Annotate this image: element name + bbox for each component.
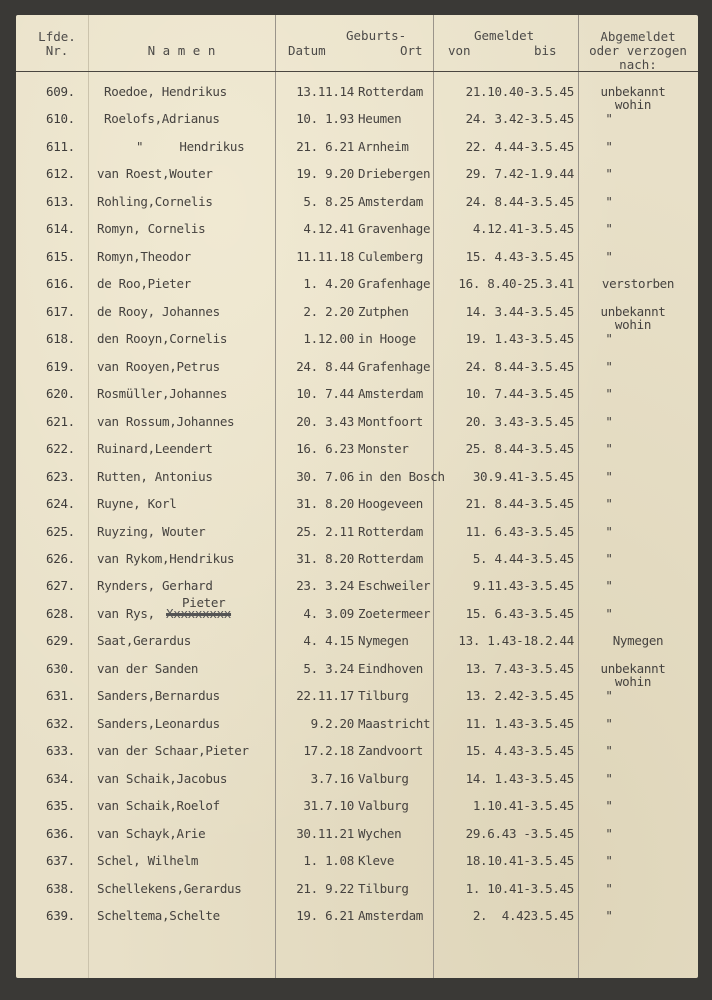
row-birth-date: 11.11.18	[296, 248, 354, 264]
row-registered: 29. 7.42-1.9.44	[465, 166, 574, 182]
row-birth-place: Gravenhage	[358, 221, 431, 237]
row-birth-date: 1. 1.08	[303, 853, 354, 869]
row-birth-date: 4. 3.09	[303, 605, 354, 621]
row-birth-place: Nymegen	[358, 633, 409, 649]
row-birth-place: in den Bosch	[358, 468, 445, 484]
row-number: 613.	[46, 193, 75, 209]
row-deregistered: verstorben	[601, 276, 675, 292]
row-registered: 24. 3.42-3.5.45	[465, 111, 574, 127]
row-birth-date: 19. 9.20	[296, 166, 354, 182]
row-birth-date: 3.7.16	[310, 770, 354, 786]
row-birth-place: in Hooge	[358, 331, 416, 347]
row-deregistered: "	[605, 908, 613, 924]
row-registered: 11. 1.43-3.5.45	[465, 715, 574, 731]
column-divider-name	[275, 15, 276, 978]
row-registered: 15. 4.43-3.5.45	[465, 248, 574, 264]
row-number: 626.	[46, 550, 75, 566]
row-number: 629.	[46, 633, 75, 649]
row-name: Rutten, Antonius	[97, 468, 213, 484]
header-gemeldet: Gemeldet	[474, 28, 535, 43]
row-number: 632.	[46, 715, 75, 731]
row-registered: 21.10.40-3.5.45	[465, 84, 574, 99]
row-deregistered: unbekannt wohin	[600, 303, 666, 332]
row-name: Romyn,Theodor	[97, 248, 191, 264]
header-lfd-nr: Lfde. Nr.	[38, 29, 76, 58]
row-birth-place: Zandvoort	[358, 743, 424, 759]
row-deregistered: "	[605, 386, 613, 402]
row-birth-date: 9.2.20	[310, 715, 354, 731]
row-birth-place: Rotterdam	[358, 523, 424, 539]
row-number: 611.	[46, 138, 75, 154]
row-number: 609.	[46, 84, 75, 99]
row-birth-place: Tilburg	[358, 688, 409, 704]
row-number: 614.	[46, 221, 75, 237]
row-birth-place: Driebergen	[358, 166, 431, 182]
row-number: 610.	[46, 111, 75, 127]
row-deregistered: "	[605, 221, 613, 237]
row-number: 627.	[46, 578, 75, 594]
row-name: " Hendrikus	[136, 138, 245, 154]
row-birth-place: Heumen	[358, 111, 402, 127]
header-datum: Datum	[288, 43, 326, 58]
row-birth-date: 19. 6.21	[296, 908, 354, 924]
row-name-struck: Xxxxxxxxx	[166, 605, 232, 621]
row-registered: 13. 1.43-18.2.44	[458, 633, 574, 649]
row-birth-place: Zoetermeer	[358, 605, 431, 621]
row-registered: 15. 6.43-3.5.45	[465, 605, 574, 621]
row-deregistered: "	[605, 880, 613, 896]
row-deregistered: "	[605, 331, 613, 347]
header-namen: N a m e n	[147, 43, 216, 58]
row-name: Sanders,Bernardus	[97, 688, 220, 704]
row-birth-date: 23. 3.24	[296, 578, 354, 594]
row-number: 624.	[46, 496, 75, 512]
row-number: 621.	[46, 413, 75, 429]
row-birth-date: 4.12.41	[303, 221, 354, 237]
row-number: 615.	[46, 248, 75, 264]
row-name: van Rooyen,Petrus	[97, 358, 220, 374]
row-registered: 16. 8.40-25.3.41	[458, 276, 574, 292]
row-name: van Schayk,Arie	[97, 825, 206, 841]
row-deregistered: "	[605, 193, 613, 209]
row-name: Saat,Gerardus	[97, 633, 191, 649]
row-number: 617.	[46, 303, 75, 319]
row-birth-place: Eindhoven	[358, 660, 424, 676]
row-deregistered: "	[605, 688, 613, 704]
row-name: van Rys,	[97, 605, 155, 621]
row-birth-place: Amsterdam	[358, 908, 424, 924]
row-registered: 14. 3.44-3.5.45	[465, 303, 574, 319]
row-registered: 22. 4.44-3.5.45	[465, 138, 574, 154]
column-divider-ort	[433, 15, 434, 978]
column-divider-nr	[88, 15, 89, 978]
row-deregistered: "	[605, 413, 613, 429]
row-birth-date: 16. 6.23	[296, 441, 354, 457]
row-number: 628.	[46, 605, 75, 621]
row-birth-place: Kleve	[358, 853, 395, 869]
row-name: Rynders, Gerhard	[97, 578, 213, 594]
row-registered: 29.6.43 -3.5.45	[465, 825, 574, 841]
row-registered: 30.9.41-3.5.45	[472, 468, 574, 484]
row-number: 636.	[46, 825, 75, 841]
row-birth-place: Maastricht	[358, 715, 431, 731]
row-deregistered: "	[605, 853, 613, 869]
row-deregistered: "	[605, 770, 613, 786]
row-deregistered: "	[605, 248, 613, 264]
row-registered: 1.10.41-3.5.45	[472, 798, 574, 814]
row-number: 612.	[46, 166, 75, 182]
row-number: 616.	[46, 276, 75, 292]
row-name: Rosmüller,Johannes	[97, 386, 228, 402]
row-number: 635.	[46, 798, 75, 814]
row-registered: 20. 3.43-3.5.45	[465, 413, 574, 429]
row-birth-date: 24. 8.44	[296, 358, 354, 374]
row-name: van der Sanden	[97, 660, 199, 676]
row-birth-place: Wychen	[358, 825, 402, 841]
row-number: 619.	[46, 358, 75, 374]
row-name: Roelofs,Adrianus	[104, 111, 220, 127]
row-deregistered: "	[605, 605, 613, 621]
row-deregistered: "	[605, 743, 613, 759]
row-registered: 4.12.41-3.5.45	[472, 221, 574, 237]
row-name: Ruinard,Leendert	[97, 441, 213, 457]
row-registered: 14. 1.43-3.5.45	[465, 770, 574, 786]
row-deregistered: "	[605, 441, 613, 457]
row-birth-place: Culemberg	[358, 248, 424, 264]
row-birth-date: 22.11.17	[296, 688, 354, 704]
row-deregistered: "	[605, 468, 613, 484]
row-birth-place: Rotterdam	[358, 550, 424, 566]
row-registered: 13. 7.43-3.5.45	[465, 660, 574, 676]
row-number: 639.	[46, 908, 75, 924]
row-name: Scheltema,Schelte	[97, 908, 220, 924]
row-number: 631.	[46, 688, 75, 704]
row-registered: 15. 4.43-3.5.45	[465, 743, 574, 759]
row-number: 625.	[46, 523, 75, 539]
row-deregistered: Nymegen	[612, 633, 664, 649]
row-name: Rohling,Cornelis	[97, 193, 213, 209]
row-deregistered: "	[605, 715, 613, 731]
row-birth-date: 1.12.00	[303, 331, 354, 347]
row-name: van Schaik,Roelof	[97, 798, 220, 814]
row-name: van der Schaar,Pieter	[97, 743, 249, 759]
row-number: 638.	[46, 880, 75, 896]
row-number: 630.	[46, 660, 75, 676]
header-abgemeldet: Abgemeldet oder verzogen nach:	[589, 29, 687, 72]
row-birth-date: 5. 8.25	[303, 193, 354, 209]
row-birth-place: Rotterdam	[358, 84, 424, 99]
row-birth-place: Zutphen	[358, 303, 409, 319]
row-deregistered: "	[605, 550, 613, 566]
row-birth-date: 20. 3.43	[296, 413, 354, 429]
row-birth-date: 2. 2.20	[303, 303, 354, 319]
row-name: Sanders,Leonardus	[97, 715, 220, 731]
row-deregistered: unbekannt wohin	[600, 84, 666, 112]
row-registered: 9.11.43-3.5.45	[472, 578, 574, 594]
row-registered: 19. 1.43-3.5.45	[465, 331, 574, 347]
row-birth-place: Eschweiler	[358, 578, 431, 594]
row-number: 623.	[46, 468, 75, 484]
row-birth-date: 4. 4.15	[303, 633, 354, 649]
row-birth-date: 5. 3.24	[303, 660, 354, 676]
row-name-insert: Pieter	[182, 594, 226, 610]
row-name: van Schaik,Jacobus	[97, 770, 228, 786]
row-deregistered: unbekannt wohin	[600, 660, 666, 689]
row-birth-place: Valburg	[358, 770, 409, 786]
row-number: 620.	[46, 386, 75, 402]
registry-card	[16, 15, 698, 978]
row-deregistered: "	[605, 825, 613, 841]
row-name: Romyn, Cornelis	[97, 221, 206, 237]
row-birth-place: Hoogeveen	[358, 496, 424, 512]
row-registered: 1. 10.41-3.5.45	[465, 880, 574, 896]
row-number: 633.	[46, 743, 75, 759]
row-deregistered: "	[605, 166, 613, 182]
row-birth-date: 31.7.10	[303, 798, 354, 814]
row-name: Ruyzing, Wouter	[97, 523, 206, 539]
row-name: den Rooyn,Cornelis	[97, 331, 228, 347]
row-birth-date: 31. 8.20	[296, 496, 354, 512]
row-registered: 5. 4.44-3.5.45	[472, 550, 574, 566]
row-birth-place: Grafenhage	[358, 276, 431, 292]
row-deregistered: "	[605, 578, 613, 594]
row-birth-date: 1. 4.20	[303, 276, 354, 292]
row-registered: 18.10.41-3.5.45	[465, 853, 574, 869]
row-number: 637.	[46, 853, 75, 869]
row-registered: 2. 4.423.5.45	[472, 908, 574, 924]
row-birth-date: 25. 2.11	[296, 523, 354, 539]
row-registered: 25. 8.44-3.5.45	[465, 441, 574, 457]
row-registered: 13. 2.42-3.5.45	[465, 688, 574, 704]
row-registered: 11. 6.43-3.5.45	[465, 523, 574, 539]
row-deregistered: "	[605, 798, 613, 814]
row-birth-date: 10. 7.44	[296, 386, 354, 402]
row-name: van Roest,Wouter	[97, 166, 213, 182]
header-von: von	[448, 43, 471, 58]
row-birth-date: 21. 6.21	[296, 138, 354, 154]
row-birth-date: 30. 7.06	[296, 468, 354, 484]
row-registered: 21. 8.44-3.5.45	[465, 496, 574, 512]
row-birth-place: Grafenhage	[358, 358, 431, 374]
row-name: de Roo,Pieter	[97, 276, 191, 292]
row-birth-date: 17.2.18	[303, 743, 354, 759]
row-number: 622.	[46, 441, 75, 457]
header-ort: Ort	[400, 43, 423, 58]
row-birth-place: Amsterdam	[358, 386, 424, 402]
row-name: Schellekens,Gerardus	[97, 880, 242, 896]
row-deregistered: "	[605, 358, 613, 374]
row-birth-place: Monster	[358, 441, 409, 457]
row-registered: 24. 8.44-3.5.45	[465, 358, 574, 374]
row-birth-place: Montfoort	[358, 413, 424, 429]
row-number: 634.	[46, 770, 75, 786]
row-deregistered: "	[605, 138, 613, 154]
row-number: 618.	[46, 331, 75, 347]
row-name: Roedoe, Hendrikus	[104, 84, 227, 99]
row-name: van Rykom,Hendrikus	[97, 550, 235, 566]
row-deregistered: "	[605, 523, 613, 539]
row-name: Schel, Wilhelm	[97, 853, 199, 869]
header-bis: bis	[534, 43, 557, 58]
row-name: van Rossum,Johannes	[97, 413, 235, 429]
row-name: de Rooy, Johannes	[97, 303, 220, 319]
row-birth-date: 21. 9.22	[296, 880, 354, 896]
row-deregistered: "	[605, 111, 613, 127]
row-birth-place: Tilburg	[358, 880, 409, 896]
row-registered: 24. 8.44-3.5.45	[465, 193, 574, 209]
header-geburts: Geburts-	[346, 28, 407, 43]
row-name: Ruyne, Korl	[97, 496, 177, 512]
row-registered: 10. 7.44-3.5.45	[465, 386, 574, 402]
row-birth-date: 31. 8.20	[296, 550, 354, 566]
row-birth-date: 13.11.14	[296, 84, 354, 99]
row-birth-place: Arnheim	[358, 138, 409, 154]
row-birth-place: Valburg	[358, 798, 409, 814]
row-birth-place: Amsterdam	[358, 193, 424, 209]
row-birth-date: 10. 1.93	[296, 111, 354, 127]
row-deregistered: "	[605, 496, 613, 512]
row-birth-date: 30.11.21	[296, 825, 354, 841]
